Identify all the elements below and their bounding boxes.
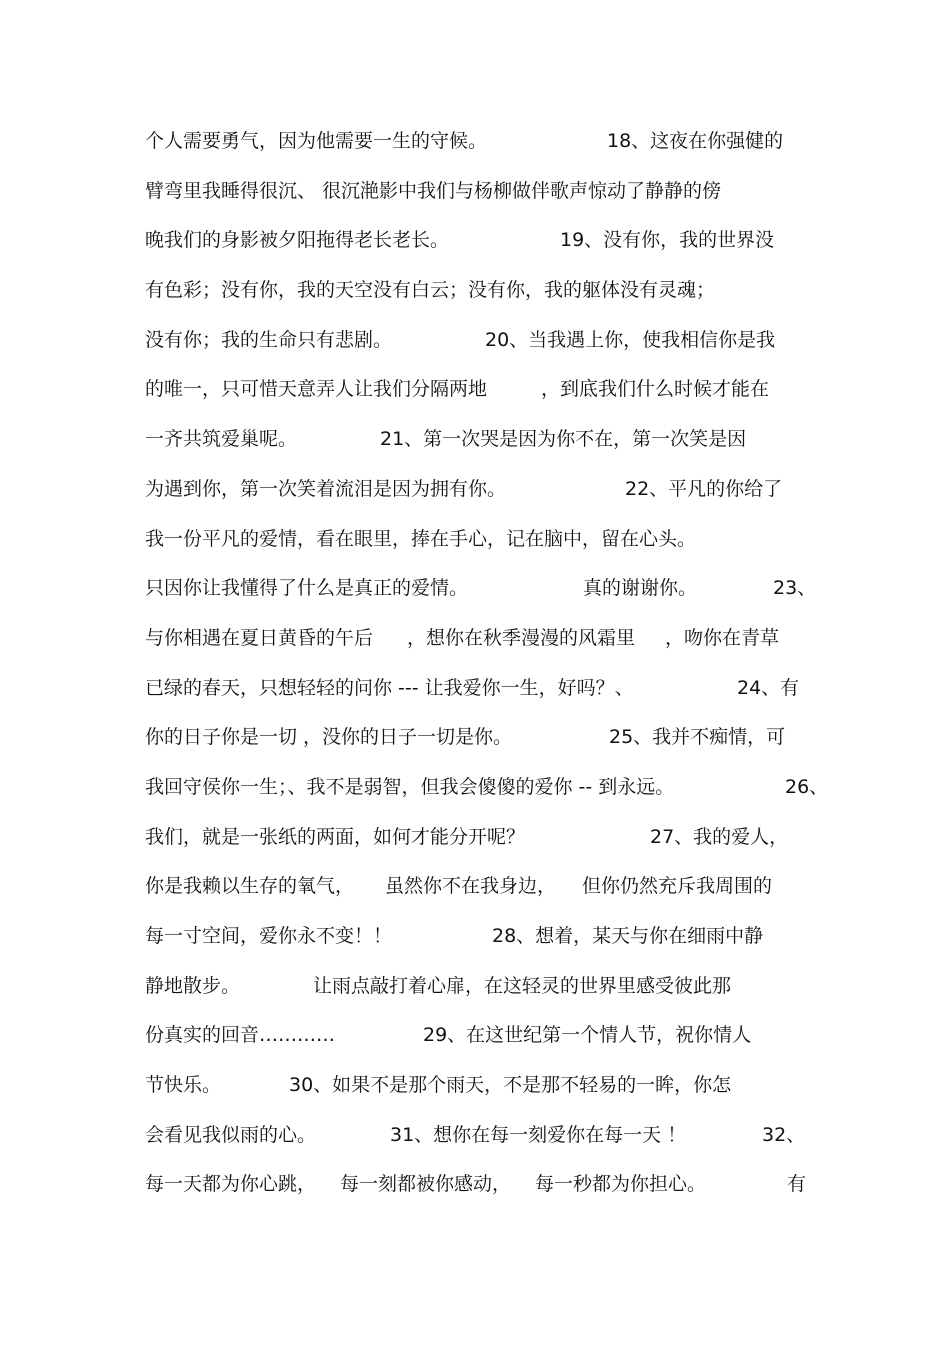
text-line (145, 1062, 825, 1112)
text-line (145, 863, 825, 913)
text-line (145, 516, 825, 566)
line-text: 与你相遇在夏日黄昏的午后 (145, 626, 374, 649)
text-line (145, 1161, 825, 1211)
line-text: 你是我赖以生存的氧气， (145, 875, 355, 898)
line-text: 节快乐。 (145, 1074, 222, 1097)
text-line (145, 366, 825, 416)
line-text: 的唯一，只可惜天意弄人让我们分隔两地 (145, 378, 488, 401)
line-text: 臂弯里我睡得很沉、 很沉滟影中我们与杨柳做伴歌声惊动了静静的傍 (145, 179, 722, 202)
line-text: 份真实的回音………… (145, 1024, 336, 1047)
line-text: 31、想你在每一刻爱你在每一天 ！ (390, 1123, 687, 1146)
text-line (145, 714, 825, 764)
line-text: 23、 (773, 577, 817, 600)
line-text: 有 (787, 1173, 807, 1196)
line-text: 20、当我遇上你，使我相信你是我 (485, 328, 776, 351)
text-line (145, 217, 825, 267)
line-text: 19、没有你，我的世界没 (560, 229, 775, 252)
text-line (145, 118, 825, 168)
line-text: ，到底我们什么时候才能在 (541, 378, 770, 401)
line-text: 我一份平凡的爱情，看在眼里，捧在手心，记在脑中，留在心头。 (145, 527, 697, 550)
line-text: 28、想着，某天与你在细雨中静 (492, 925, 764, 947)
line-text: 会看见我似雨的心。 (145, 1123, 317, 1146)
text-line (145, 963, 825, 1013)
text-line (145, 764, 829, 814)
line-text: 让雨点敲打着心扉，在这轻灵的世界里感受彼此那 (313, 974, 732, 997)
line-text: 26、 (785, 775, 829, 798)
line-text: 25、我并不痴情，可 (609, 726, 786, 749)
line-text: ，想你在秋季漫漫的风霜里 (407, 626, 636, 649)
text-line (145, 168, 825, 218)
line-text: 每一刻都被你感动， (340, 1173, 512, 1196)
line-text: 你的日子你是一切 ，没你的日子一切是你。 (145, 726, 513, 749)
line-text: 每一天都为你心跳， (145, 1173, 317, 1196)
line-text: 真的谢谢你。 (583, 577, 698, 600)
line-text: 一齐共筑爱巢呢。 (145, 428, 298, 451)
line-text: 我回守侯你一生；、我不是弱智，但我会傻傻的爱你 -- 到永远。 (145, 775, 675, 798)
line-text: 静地散步。 (145, 974, 241, 997)
line-text: 有色彩；没有你，我的天空没有白云；没有你，我的躯体没有灵魂； (145, 279, 716, 302)
line-text: 每一秒都为你担心。 (535, 1173, 707, 1196)
text-line (145, 913, 825, 963)
line-text: 30、如果不是那个雨天，不是那不轻易的一眸，你怎 (289, 1074, 732, 1097)
line-text: 我们，就是一张纸的两面，如何才能分开呢？ (145, 825, 526, 848)
text-line (145, 1012, 825, 1062)
line-text: 22、平凡的你给了 (625, 477, 783, 500)
line-text: 24、有 (737, 676, 800, 699)
line-text: 已绿的春天，只想轻轻的问你 --- 让我爱你一生，好吗？、 (145, 676, 634, 699)
text-line (145, 317, 825, 367)
text-line (145, 1112, 825, 1162)
line-text: ，吻你在青草 (665, 626, 780, 649)
line-text: 个人需要勇气，因为他需要一生的守候。 (145, 130, 488, 152)
line-text: 32、 (762, 1123, 806, 1146)
text-line (145, 466, 825, 516)
text-line (145, 267, 825, 317)
line-text: 但你仍然充斥我周围的 (582, 875, 773, 898)
line-text: 只因你让我懂得了什么是真正的爱情。 (145, 577, 469, 600)
text-line (145, 814, 825, 864)
text-line (145, 416, 825, 466)
text-body (145, 118, 829, 1211)
line-text: 18、这夜在你强健的 (607, 130, 784, 152)
line-text: 为遇到你，第一次笑着流泪是因为拥有你。 (145, 477, 507, 500)
text-line (145, 665, 825, 715)
line-text: 每一寸空间，爱你永不变！！ (145, 925, 393, 947)
text-line (145, 615, 825, 665)
line-text: 21、第一次哭是因为你不在，第一次笑是因 (380, 428, 747, 451)
line-text: 29、在这世纪第一个情人节，祝你情人 (423, 1024, 752, 1047)
line-text: 晚我们的身影被夕阳拖得老长老长。 (145, 229, 450, 252)
line-text: 没有你；我的生命只有悲剧。 (145, 328, 393, 351)
line-text: 27、我的爱人， (650, 825, 789, 848)
line-text: 虽然你不在我身边， (385, 875, 557, 898)
text-line (145, 565, 825, 615)
